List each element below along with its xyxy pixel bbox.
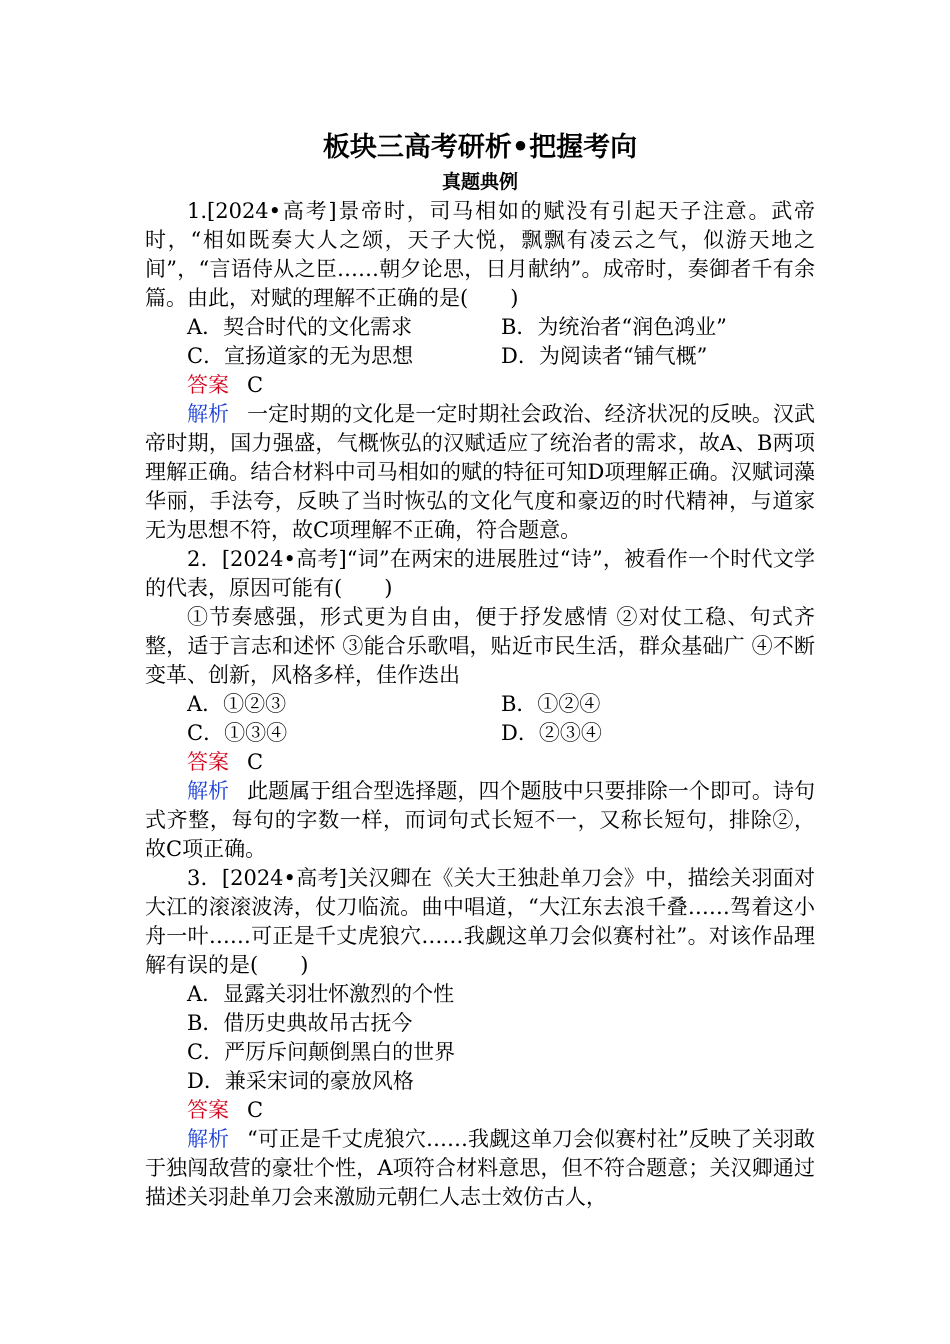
answer-value: C (247, 750, 264, 774)
question-3-explanation (145, 1125, 815, 1212)
explanation-text: 一定时期的文化是一定时期社会政治、经济状况的反映。汉武帝时期，国力强盛，气概恢弘的汉赋适应了统治者的需求，故A、B两项理解正确。结合材料中司马相如的赋的特征可知D项理解正确。汉赋词藻华丽，手法夸，反映了当时恢弘的文化气度和豪迈的时代精神，与道家无为思想不符，故C项理解不正确，符合题意。 (145, 402, 816, 542)
explain-tag: 解析 (187, 1127, 230, 1151)
question-1-explanation (145, 400, 815, 545)
answer-value: C (247, 1098, 264, 1122)
answer-tag: 答案 (187, 750, 229, 774)
question-2-option-a: A．①②③ (187, 692, 287, 716)
explanation-text: “可正是千丈虎狼穴……我觑这单刀会似赛村社”反映了关羽敢于独闯敌营的豪壮个性，A项符合材料意思，但不符合题意；关汉卿通过描述关羽赴单刀会来激励元朝仁人志士效仿古人， (145, 1127, 815, 1209)
question-3-option-c: C．严厉斥问颠倒黑白的世界 (187, 1040, 456, 1064)
question-1-option-a: A．契合时代的文化需求 (187, 315, 413, 339)
question-3-answer (145, 1096, 815, 1125)
explain-tag: 解析 (187, 779, 230, 803)
question-1-option-d: D．为阅读者“铺气概” (501, 344, 708, 368)
question-3-stem: 3．[2024•高考]关汉卿在《关大王独赴单刀会》中，描绘关羽面对大江的滚滚波涛，仗刀临流。曲中唱道，“大江东去浪千叠……驾着这小舟一叶……可正是千丈虎狼穴……我觑这单刀会似赛村社”。对该作品理解有误的是( ) (145, 866, 815, 977)
question-2-explanation (145, 777, 815, 864)
question-1-option-b: B．为统治者“润色鸿业” (501, 315, 727, 339)
question-1-stem: 1.[2024•高考]景帝时，司马相如的赋没有引起天子注意。武帝时，“相如既奏大人之颂，天子大悦，飘飘有凌云之气，似游天地之间”，“言语侍从之臣……朝夕论思，日月献纳”。成帝时，奏御者千有余篇。由此，对赋的理解不正确的是( ) (145, 199, 815, 310)
question-2-options-row-2 (145, 719, 815, 748)
question-2-answer (145, 748, 815, 777)
question-3-option-d: D．兼采宋词的豪放风格 (187, 1069, 414, 1093)
question-1-answer (145, 371, 815, 400)
question-2-option-b: B．①②④ (501, 692, 601, 716)
question-2-stem: 2．[2024•高考]“词”在两宋的进展胜过“诗”，被看作一个时代文学的代表，原因可能有( ) (145, 547, 815, 600)
question-2-option-c: C．①③④ (187, 721, 288, 745)
question-1-options-row-2 (145, 342, 815, 371)
answer-value: C (247, 373, 264, 397)
page-title: 板块三高考研析•把握考向 (322, 132, 638, 163)
question-1-option-c: C．宣扬道家的无为思想 (187, 344, 414, 368)
question-2-options-row-1 (145, 690, 815, 719)
answer-tag: 答案 (187, 1098, 229, 1122)
question-3-option-b: B．借历史典故吊古抚今 (187, 1011, 413, 1035)
question-2-option-d: D．②③④ (501, 721, 602, 745)
section-subtitle: 真题典例 (441, 171, 518, 193)
explanation-text: 此题属于组合型选择题，四个题肢中只要排除一个即可。诗句式齐整，每句的字数一样，而词句式长短不一，又称长短句，排除②，故C项正确。 (145, 779, 816, 861)
explain-tag: 解析 (187, 402, 230, 426)
document-page (145, 128, 815, 1212)
answer-tag: 答案 (187, 373, 229, 397)
question-1-options-row-1 (145, 313, 815, 342)
question-2-items: ①节奏感强，形式更为自由，便于抒发感情 ②对仗工稳、句式齐整，适于言志和述怀 ③能合乐歌唱，贴近市民生活，群众基础广 ④不断变革、创新，风格多样，佳作迭出 (145, 605, 815, 687)
question-3-option-a: A．显露关羽壮怀激烈的个性 (187, 982, 455, 1006)
